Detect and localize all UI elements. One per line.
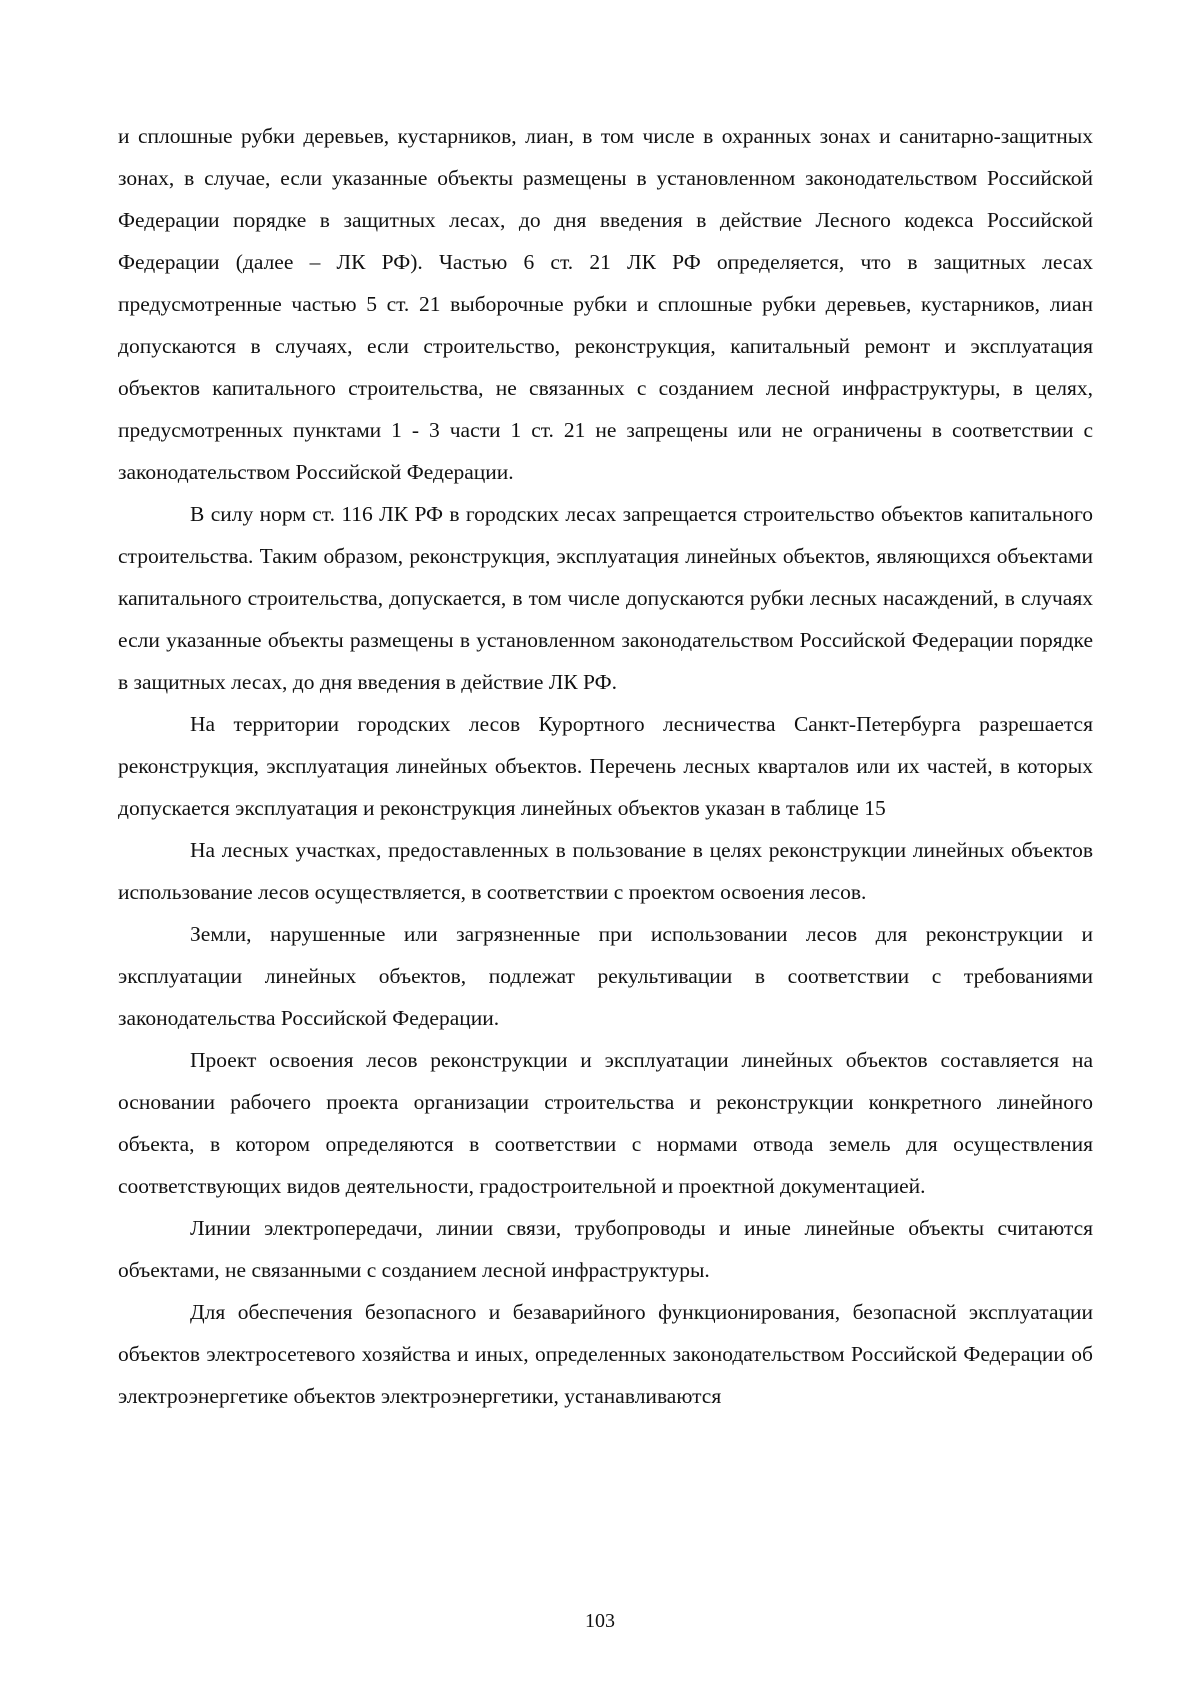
page-number: 103 (585, 1610, 615, 1632)
paragraph-continuation: и сплошные рубки деревьев, кустарников, лиан, в том числе в охранных зонах и санитарно-защитных зонах, в случае, если указанные объекты размещены в установленном законодательством Российской Федерации порядке в защитных лесах, до дня введения в действие Лесного кодекса Российской Федерации (далее – ЛК РФ). Частью 6 ст. 21 ЛК РФ определяется, что в защитных лесах предусмотренные частью 5 ст. 21 выборочные рубки и сплошные рубки деревьев, кустарников, лиан допускаются в случаях, если строительство, реконструкция, капитальный ремонт и эксплуатация объектов капитального строительства, не связанных с созданием лесной инфраструктуры, в целях, предусмотренных пунктами 1 - 3 части 1 ст. 21 не запрещены или не ограничены в соответствии с законодательством Российской Федерации. (118, 124, 1093, 484)
paragraph-article-116: В силу норм ст. 116 ЛК РФ в городских лесах запрещается строительство объектов капитального строительства. Таким образом, реконструкция, эксплуатация линейных объектов, являющихся объектами капитального строительства, допускается, в том числе допускаются рубки лесных насаждений, в случаях если указанные объекты размещены в установленном законодательством Российской Федерации порядке в защитных лесах, до дня введения в действие ЛК РФ. (118, 502, 1093, 694)
paragraph-land-reclamation: Земли, нарушенные или загрязненные при использовании лесов для реконструкции и эксплуатации линейных объектов, подлежат рекультивации в соответствии с требованиями законодательства Российской Федерации. (118, 922, 1093, 1030)
paragraph-power-grid-safety: Для обеспечения безопасного и безаварийного функционирования, безопасной эксплуатации объектов электросетевого хозяйства и иных, определенных законодательством Российской Федерации об электроэнергетике объектов электроэнергетики, устанавливаются (118, 1300, 1093, 1408)
paragraph-development-project: Проект освоения лесов реконструкции и эксплуатации линейных объектов составляется на основании рабочего проекта организации строительства и реконструкции конкретного линейного объекта, в котором определяются в соответствии с нормами отвода земель для осуществления соответствующих видов деятельности, градостроительной и проектной документацией. (118, 1048, 1093, 1198)
page-body (118, 115, 1093, 1417)
paragraph-kurortnoe-forestry: На территории городских лесов Курортного лесничества Санкт-Петербурга разрешается реконструкция, эксплуатация линейных объектов. Перечень лесных кварталов или их частей, в которых допускается эксплуатация и реконструкция линейных объектов указан в таблице 15 (118, 712, 1093, 820)
paragraph-linear-objects: Линии электропередачи, линии связи, трубопроводы и иные линейные объекты считаются объектами, не связанными с созданием лесной инфраструктуры. (118, 1216, 1093, 1282)
paragraph-forest-plots: На лесных участках, предоставленных в пользование в целях реконструкции линейных объектов использование лесов осуществляется, в соответствии с проектом освоения лесов. (118, 838, 1093, 904)
